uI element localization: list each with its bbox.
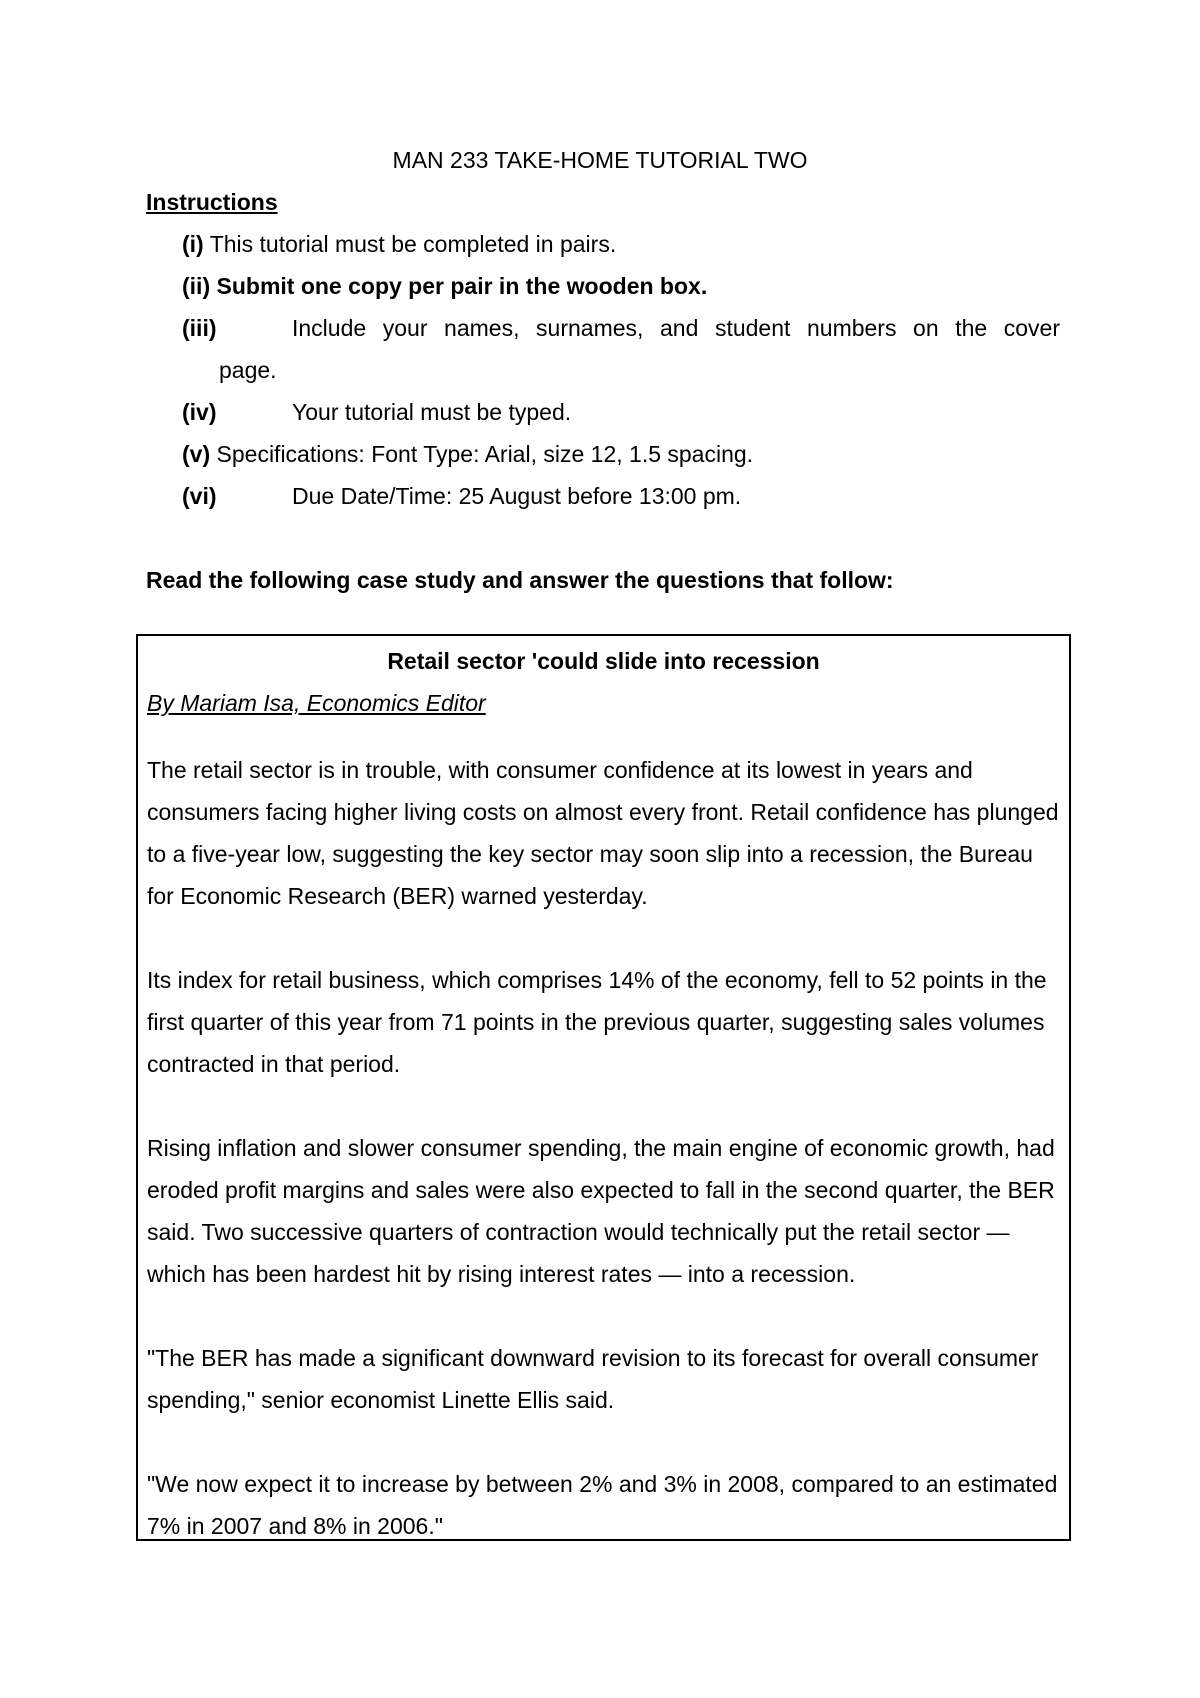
- instruction-item: [182, 440, 1060, 468]
- instruction-item: [182, 314, 1060, 342]
- instruction-text: Submit one copy per pair in the wooden box.: [216, 273, 708, 299]
- case-study-paragraph: Its index for retail business, which comprises 14% of the economy, fell to 52 points in the first quarter of this year from 71 points in the previous quarter, suggesting sales volumes contracted in that period.: [147, 967, 1047, 1077]
- instructions-heading: Instructions: [146, 189, 278, 215]
- case-study-paragraph: Rising inflation and slower consumer spending, the main engine of economic growth, had eroded profit margins and sales were also expected to fall in the second quarter, the BER said. Two successive quarters of contraction would technically put the retail sector — which has been hardest hit by rising interest rates — into a recession.: [147, 1135, 1055, 1287]
- instruction-continuation: page.: [219, 357, 277, 383]
- case-study-headline: Retail sector 'could slide into recession: [387, 648, 820, 674]
- instruction-number: (iii): [182, 315, 217, 341]
- case-study-paragraph: "The BER has made a significant downward revision to its forecast for overall consumer spending," senior economist Linette Ellis said.: [147, 1345, 1039, 1413]
- case-study-paragraph: "We now expect it to increase by between 2% and 3% in 2008, compared to an estimated 7% in 2007 and 8% in 2006.": [147, 1471, 1058, 1539]
- instruction-text: Include your names, surnames, and student numbers on the cover: [292, 315, 1060, 341]
- instruction-number: (iv): [182, 399, 217, 425]
- page-title: MAN 233 TAKE-HOME TUTORIAL TWO: [392, 147, 808, 173]
- instruction-item: [182, 398, 1060, 426]
- instruction-number: (v): [182, 441, 211, 467]
- instruction-item: [182, 482, 1060, 510]
- instruction-text: This tutorial must be completed in pairs.: [209, 231, 617, 257]
- case-study-paragraph: The retail sector is in trouble, with consumer confidence at its lowest in years and consumers facing higher living costs on almost every front. Retail confidence has plunged to a five-year low, suggesting the key sector may soon slip into a recession, the Bureau for Economic Research (BER) warned yesterday.: [147, 757, 1059, 909]
- case-study-box: [136, 634, 1071, 1541]
- instruction-text: Due Date/Time: 25 August before 13:00 pm.: [292, 483, 742, 509]
- instruction-number: (ii): [182, 273, 211, 299]
- case-study-byline: By Mariam Isa, Economics Editor: [147, 690, 486, 716]
- instruction-text: Specifications: Font Type: Arial, size 12, 1.5 spacing.: [216, 441, 754, 467]
- instruction-item: [182, 272, 1060, 300]
- read-instruction: Read the following case study and answer the questions that follow:: [146, 567, 894, 593]
- instruction-text: Your tutorial must be typed.: [292, 399, 572, 425]
- instruction-item: [182, 230, 1060, 258]
- instruction-number: (vi): [182, 483, 217, 509]
- instruction-number: (i): [182, 231, 204, 257]
